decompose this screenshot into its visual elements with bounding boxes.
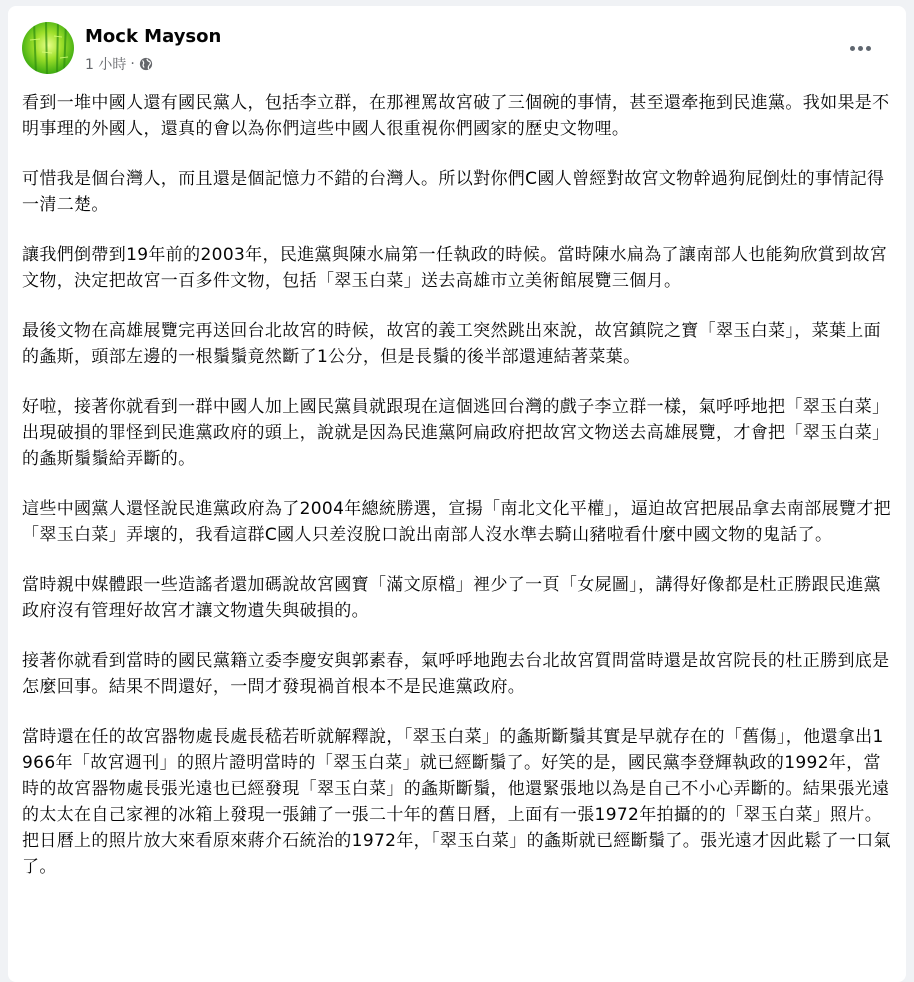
- bamboo-icon: [22, 22, 74, 74]
- post-paragraph: 當時親中媒體跟一些造謠者還加碼說故宮國寶「滿文原檔」裡少了一頁「女屍圖」，講得好像都是杜正勝跟民進黨政府沒有管理好故宮才讓文物遺失與破損的。: [22, 575, 881, 621]
- post-card: [8, 6, 906, 982]
- post-header: [8, 6, 906, 73]
- post-paragraph: 這些中國黨人還怪說民進黨政府為了2004年總統勝選，宣揚「南北文化平權」，逼迫故宮把展品拿去南部展覽才把「翠玉白菜」弄壞的，我看這群C國人只差沒脫口說出南部人沒水準去騎山豬啦看什麼中國文物的鬼話了。: [22, 499, 891, 545]
- meta-separator: ·: [130, 56, 135, 72]
- post-body: [22, 90, 894, 904]
- more-options-button[interactable]: [842, 36, 878, 60]
- post-paragraph: 讓我們倒帶到19年前的2003年，民進黨與陳水扁第一任執政的時候。當時陳水扁為了讓南部人也能夠欣賞到故宮文物，決定把故宮一百多件文物，包括「翠玉白菜」送去高雄市立美術館展覽三個月。: [22, 245, 888, 291]
- post-meta: [85, 54, 153, 74]
- globe-icon[interactable]: [139, 57, 153, 71]
- avatar[interactable]: [22, 22, 74, 74]
- post-paragraph: 接著你就看到當時的國民黨籍立委李慶安與郭素春，氣呼呼地跑去台北故宮質問當時還是故宮院長的杜正勝到底是怎麼回事。結果不問還好，一問才發現禍首根本不是民進黨政府。: [22, 651, 890, 697]
- more-options-icon: [850, 46, 855, 51]
- post-paragraph: 好啦，接著你就看到一群中國人加上國民黨員就跟現在這個逃回台灣的戲子李立群一樣，氣呼呼地把「翠玉白菜」出現破損的罪怪到民進黨政府的頭上，說就是因為民進黨阿扁政府把故宮文物送去高雄展覽，才會把「翠玉白菜」的螽斯鬚鬚給弄斷的。: [22, 397, 890, 469]
- post-paragraph: 最後文物在高雄展覽完再送回台北故宮的時候，故宮的義工突然跳出來說，故宮鎮院之寶「翠玉白菜」，菜葉上面的螽斯，頭部左邊的一根鬚鬚竟然斷了1公分，但是長鬚的後半部還連結著菜葉。: [22, 321, 881, 367]
- author-name[interactable]: Mock Mayson: [85, 26, 222, 47]
- post-paragraph: 當時還在任的故宮器物處長處長嵇若昕就解釋說，「翠玉白菜」的螽斯斷鬚其實是早就存在的「舊傷」，他還拿出1966年「故宮週刊」的照片證明當時的「翠玉白菜」就已經斷鬚了。好笑的是，國民黨李登輝執政的1992年，當時的故宮器物處長張光遠也已經發現「翠玉白菜」的螽斯斷鬚，他還緊張地以為是自己不小心弄斷的。結果張光遠的太太在自己家裡的冰箱上發現一張鋪了一張二十年的舊日曆，上面有一張1972年拍攝的的「翠玉白菜」照片。把日曆上的照片放大來看原來蔣介石統治的1972年，「翠玉白菜」的螽斯就已經斷鬚了。張光遠才因此鬆了一口氣了。: [22, 727, 891, 877]
- post-timestamp[interactable]: 1 小時: [85, 57, 127, 73]
- post-paragraph: 可惜我是個台灣人，而且還是個記憶力不錯的台灣人。所以對你們C國人曾經對故宮文物幹過狗屁倒灶的事情記得一清二楚。: [22, 169, 885, 215]
- post-paragraph: 看到一堆中國人還有國民黨人，包括李立群，在那裡罵故宮破了三個碗的事情，甚至還牽拖到民進黨。我如果是不明事理的外國人，還真的會以為你們這些中國人很重視你們國家的歷史文物哩。: [22, 93, 890, 139]
